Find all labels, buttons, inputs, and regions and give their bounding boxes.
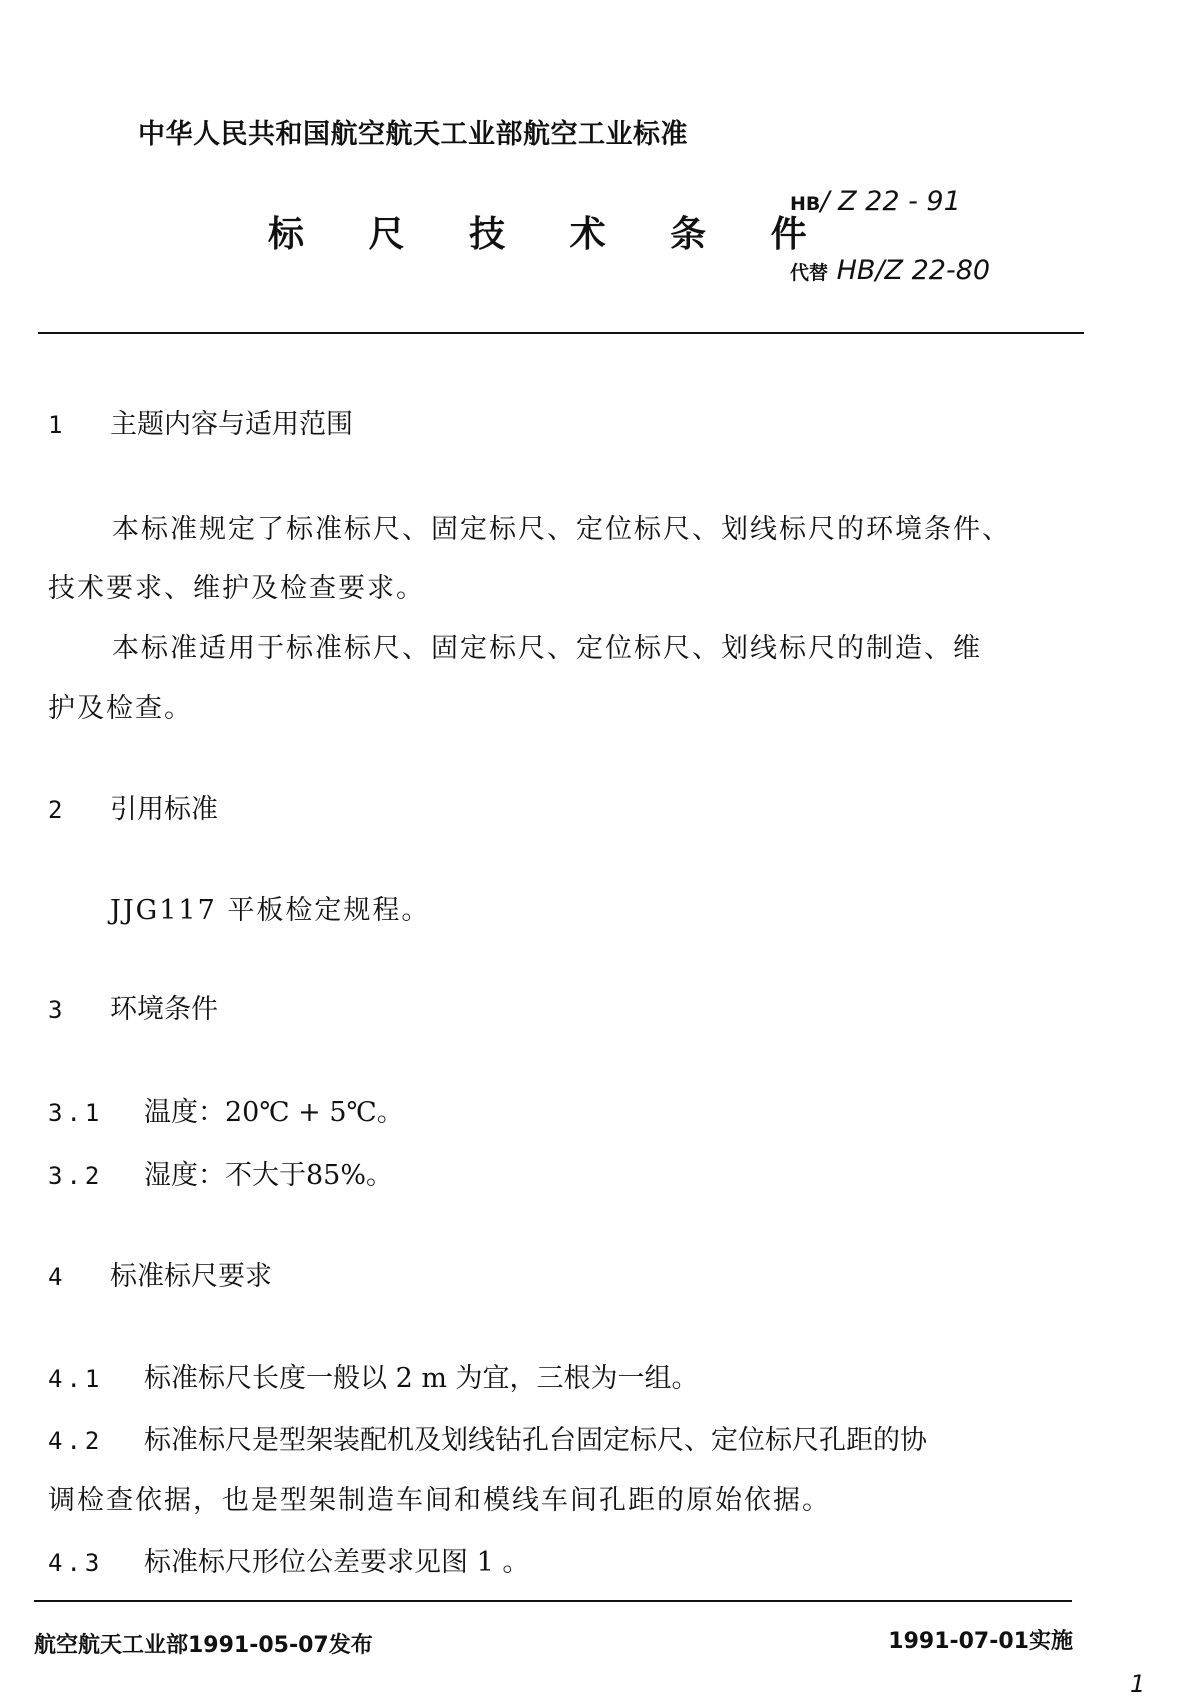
standard-code	[790, 186, 961, 217]
clause-4-1	[48, 1356, 699, 1395]
section-title: 标准标尺要求	[110, 1261, 272, 1292]
section-number: 3	[48, 996, 63, 1024]
clause-text: 温度：20℃ + 5℃。	[144, 1097, 404, 1128]
section-1-paragraph-2-line-1: 本标准适用于标准标尺、固定标尺、定位标尺、划线标尺的制造、维	[112, 633, 982, 664]
clause-4-2-line-2: 调检查依据，也是型架制造车间和模线车间孔距的原始依据。	[48, 1485, 831, 1516]
clause-text: 标准标尺长度一般以 2 m 为宜，三根为一组。	[144, 1363, 699, 1394]
section-4-heading	[48, 1254, 272, 1293]
section-2-heading	[48, 787, 218, 826]
page-number: 1	[1130, 1670, 1146, 1698]
section-title: 主题内容与适用范围	[110, 409, 353, 440]
standard-code-number: / Z 22 - 91	[820, 186, 961, 217]
section-1-heading	[48, 402, 353, 441]
clause-number: 4.3	[48, 1549, 104, 1577]
standard-code-prefix: HB	[790, 193, 821, 215]
clause-text: 标准标尺是型架装配机及划线钻孔台固定标尺、定位标尺孔距的协	[144, 1425, 927, 1456]
effective-date: 1991-07-01实施	[888, 1629, 1073, 1654]
section-1-paragraph-1-line-1: 本标准规定了标准标尺、固定标尺、定位标尺、划线标尺的环境条件、	[112, 514, 1011, 545]
section-1-paragraph-1-line-2: 技术要求、维护及检查要求。	[48, 573, 425, 604]
clause-number: 4.2	[48, 1427, 104, 1455]
issue-date: 航空航天工业部1991-05-07发布	[34, 1633, 373, 1658]
clause-number: 4.1	[48, 1365, 104, 1393]
clause-3-2	[48, 1153, 393, 1192]
footer-divider	[34, 1600, 1072, 1602]
clause-4-3	[48, 1540, 529, 1579]
replaces-code-number: HB/Z 22-80	[836, 255, 991, 286]
clause-text: 湿度：不大于85%。	[144, 1160, 394, 1191]
section-title: 引用标准	[110, 794, 218, 825]
replaces-code	[790, 255, 990, 286]
section-number: 1	[48, 411, 63, 439]
issuing-organization: 中华人民共和国航空航天工业部航空工业标准	[138, 119, 688, 150]
clause-3-1	[48, 1090, 404, 1129]
header-divider	[38, 332, 1084, 334]
clause-4-2	[48, 1418, 927, 1457]
section-1-paragraph-2-line-2: 护及检查。	[48, 693, 193, 724]
replaces-label: 代替	[790, 262, 829, 284]
section-title: 环境条件	[110, 994, 218, 1025]
clause-text: 标准标尺形位公差要求见图 1 。	[144, 1547, 530, 1578]
section-number: 4	[48, 1263, 63, 1291]
clause-number: 3.1	[48, 1099, 104, 1127]
section-number: 2	[48, 796, 63, 824]
clause-number: 3.2	[48, 1162, 104, 1190]
normative-reference: JJG117 平板检定规程。	[110, 895, 431, 926]
section-3-heading	[48, 987, 218, 1026]
document-title: 标 尺 技 术 条 件	[268, 213, 833, 255]
